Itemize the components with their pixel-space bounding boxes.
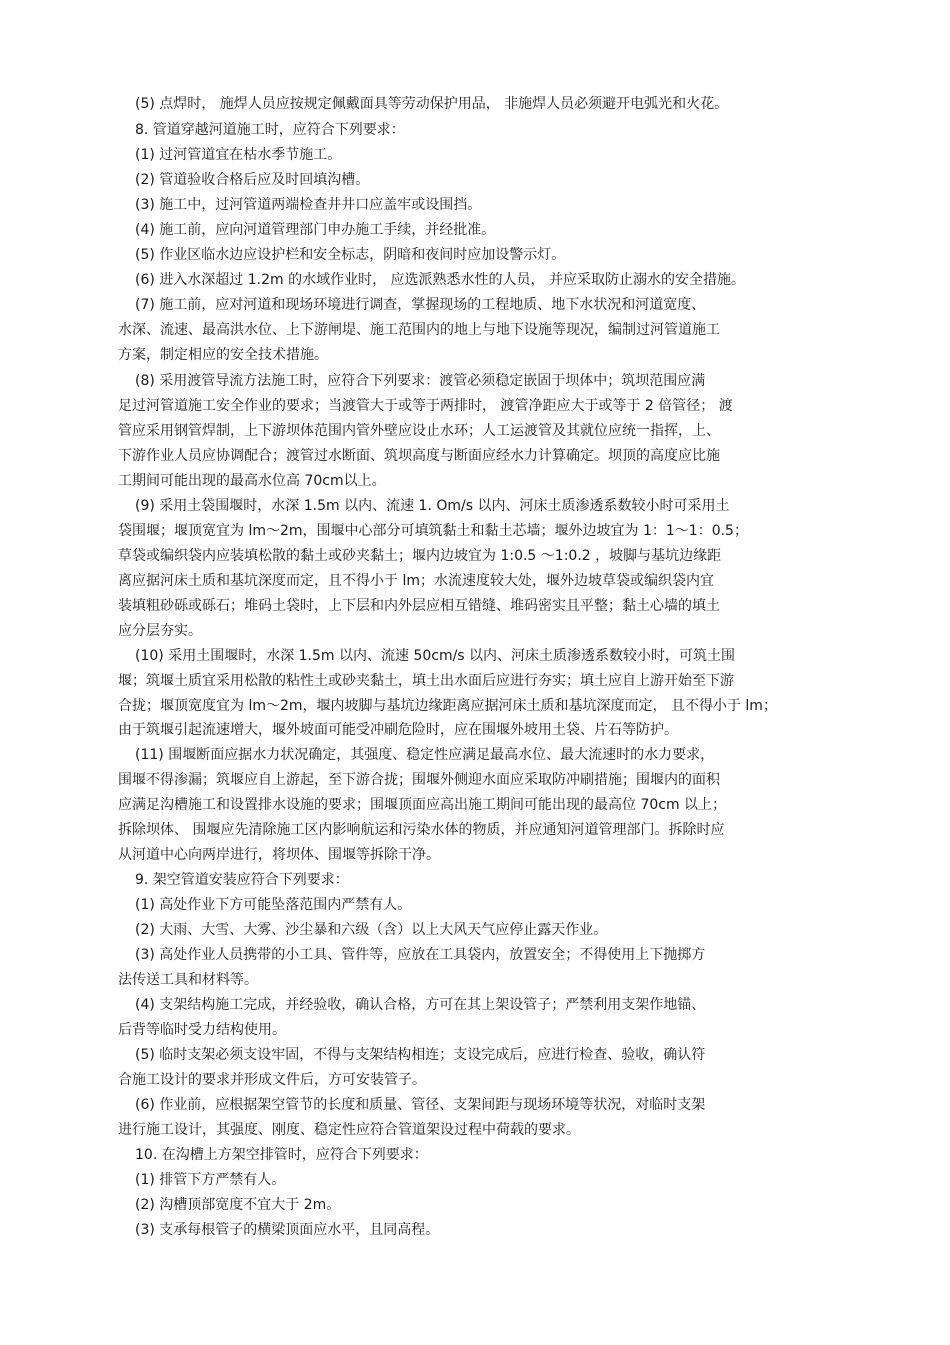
text-line: 合拢；堰顶宽度宜为 lm～2m，堰内坡脚与基坑边缘距离应据河床土质和基坑深度而定， 且不得小于 lm； [118,698,777,714]
text-line: (5) 临时支架必须支设牢固，不得与支架结构相连；支设完成后，应进行检查、验收，确认符 [135,1047,706,1063]
text-line: (2) 管道验收合格后应及时回填沟槽。 [135,172,370,188]
text-line: (4) 支架结构施工完成，并经验收，确认合格，方可在其上架设管子；严禁利用支架作地锚、 [135,997,706,1013]
text-line: 装填粗砂砾或砾石；堆码土袋时，上下层和内外层应相互错缝、堆码密实且平整；黏土心墙的填土 [118,598,720,614]
text-line: (1) 过河管道宜在枯水季节施工。 [135,147,342,163]
text-line: 草袋或编织袋内应装填松散的黏土或砂夹黏土；堰内边坡宜为 1:0.5 ～1:0.2 ，坡脚与基坑边缘距 [118,548,722,564]
text-line: (8) 采用渡管导流方法施工时，应符合下列要求：渡管必须稳定嵌固于坝体中；筑坝范围应满 [135,373,706,389]
text-line: (10) 采用土围堰时，水深 1.5m 以内、流速 50cm/s 以内、河床土质渗透系数较小时，可筑土围 [135,648,736,664]
text-line: 合施工设计的要求并形成文件后，方可安装管子。 [118,1072,426,1088]
text-line: (9) 采用土袋围堰时，水深 1.5m 以内、流速 1. Om/s 以内、河床土质渗透系数较小时可采用土 [135,498,730,514]
text-line: 下游作业人员应协调配合；渡管过水断面、筑坝高度与断面应经水力计算确定。坝顶的高度应比施 [118,448,720,464]
text-line: 9. 架空管道安装应符合下列要求： [135,872,349,888]
text-line: (5) 点焊时， 施焊人员应按规定佩戴面具等劳动保护用品， 非施焊人员必须避开电弧光和火花。 [135,96,729,112]
text-line: (11) 围堰断面应据水力状况确定，其强度、稳定性应满足最高水位、最大流速时的水力要求， [135,747,715,763]
text-line: 水深、流速、最高洪水位、上下游闸堤、施工范围内的地上与地下设施等现况，编制过河管道施工 [118,322,720,338]
text-line: (6) 进入水深超过 1.2m 的水域作业时， 应选派熟悉水性的人员， 并应采取防止溺水的安全措施。 [135,272,745,288]
text-line: (3) 支承每根管子的横梁顶面应水平，且同高程。 [135,1222,440,1238]
text-line: (3) 高处作业人员携带的小工具、管件等，应放在工具袋内，放置安全；不得使用上下抛掷方 [135,947,706,963]
text-line: 围堰不得渗漏；筑堰应自上游起，至下游合拢；围堰外侧迎水面应采取防冲刷措施；围堰内的面积 [118,772,720,788]
text-line: 管应采用钢管焊制，上下游坝体范围内管外壁应设止水环；人工运渡管及其就位应统一指挥，上、 [118,423,720,439]
text-line: 法传送工具和材料等。 [118,972,258,988]
text-line: 拆除坝体、 围堰应先清除施工区内影响航运和污染水体的物质，并应通知河道管理部门。拆除时应 [118,822,725,838]
text-line: 进行施工设计，其强度、刚度、稳定性应符合管道架设过程中荷载的要求。 [118,1122,580,1138]
text-line: 由于筑堰引起流速增大，堰外坡面可能受冲刷危险时，应在围堰外坡用土袋、片石等防护。 [118,722,678,738]
text-line: 应分层夯实。 [118,623,202,639]
text-line: 足过河管道施工安全作业的要求；当渡管大于或等于两排时， 渡管净距应大于或等于 2 倍管径； 渡 [118,398,733,414]
text-line: 8. 管道穿越河道施工时，应符合下列要求： [135,122,405,138]
text-line: 方案，制定相应的安全技术措施。 [118,347,328,363]
text-line: 10. 在沟槽上方架空排管时，应符合下列要求： [135,1147,428,1163]
text-line: (6) 作业前，应根据架空管节的长度和质量、管径、支架间距与现场环境等状况，对临时支架 [135,1097,706,1113]
text-line: (3) 施工中，过河管道两端检查井井口应盖牢或设围挡。 [135,197,482,213]
text-line: 袋围堰；堰顶宽宜为 lm～2m，围堰中心部分可填筑黏土和黏土芯墙；堰外边坡宜为 1：1～1：0.5； [118,523,748,539]
text-line: (1) 高处作业下方可能坠落范围内严禁有人。 [135,897,412,913]
text-line: 离应据河床土质和基坑深度而定，且不得小于 lm；水流速度较大处，堰外边坡草袋或编织袋内宜 [118,573,714,589]
text-line: 后背等临时受力结构使用。 [118,1022,286,1038]
text-line: 从河道中心向两岸进行，将坝体、围堰等拆除干净。 [118,847,440,863]
text-line: (2) 大雨、大雪、大雾、沙尘暴和六级（含）以上大风天气应停止露天作业。 [135,922,608,938]
text-line: (1) 排管下方严禁有人。 [135,1172,286,1188]
text-line: (4) 施工前，应向河道管理部门申办施工手续，并经批准。 [135,222,496,238]
text-line: (7) 施工前，应对河道和现场环境进行调查，掌握现场的工程地质、地下水状况和河道宽度、 [135,297,706,313]
text-line: 应满足沟槽施工和设置排水设施的要求；围堰顶面应高出施工期间可能出现的最高位 70cm 以上； [118,797,727,813]
text-line: 工期间可能出现的最高水位高 70cm以上。 [118,473,386,489]
text-line: 堰；筑堰土质宜采用松散的粘性土或砂夹黏土，填土出水面后应进行夯实；填土应自上游开始至下游 [118,673,734,689]
text-line: (2) 沟槽顶部宽度不宜大于 2m。 [135,1197,341,1213]
text-line: (5) 作业区临水边应设护栏和安全标志，阴暗和夜间时应加设警示灯。 [135,247,566,263]
